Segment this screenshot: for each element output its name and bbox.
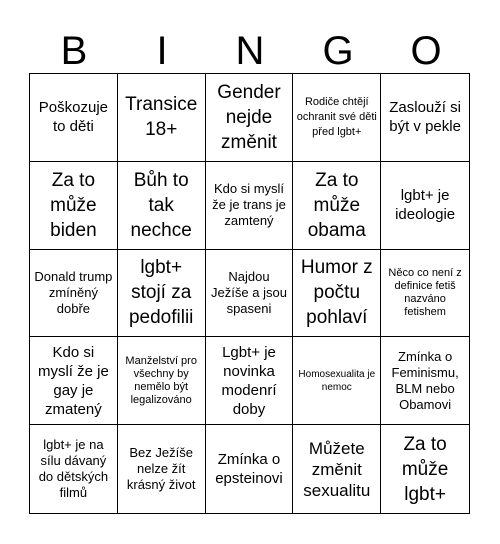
- cell-text: Poškozuje to děti: [38, 99, 108, 136]
- cell-text: Můžete změnit sexualitu: [303, 438, 371, 500]
- bingo-cell[interactable]: [30, 74, 118, 162]
- cell-text: Bez Ježíše nelze žít krásný život: [126, 445, 196, 493]
- header-letter-g: G: [322, 29, 354, 73]
- bingo-cell[interactable]: [30, 162, 118, 250]
- cell-text: Něco co není z definice fetiš nazváno fetishem: [388, 266, 462, 318]
- bingo-cell[interactable]: [381, 162, 469, 250]
- cell-text: Kdo si myslí že je trans je zamtený: [212, 181, 286, 229]
- cell-text: Za to může lgbt+: [401, 433, 449, 505]
- header-letter-o: O: [410, 29, 442, 73]
- bingo-cell[interactable]: [118, 162, 206, 250]
- cell-text: Donald trump zmíněný dobře: [34, 268, 113, 316]
- bingo-cell[interactable]: [293, 425, 381, 513]
- bingo-cell[interactable]: [206, 250, 294, 338]
- cell-text: lgbt+ je na sílu dávaný do dětských filmů: [38, 437, 109, 501]
- cell-text: Za to může obama: [307, 169, 366, 241]
- cell-text: Homosexualita je nemoc: [298, 368, 376, 393]
- bingo-cell[interactable]: [206, 162, 294, 250]
- bingo-cell[interactable]: [381, 250, 469, 338]
- cell-text: Humor z počtu pohlaví: [300, 257, 373, 329]
- bingo-cell[interactable]: [118, 425, 206, 513]
- cell-text: Najdou Ježíše a jsou spaseni: [211, 268, 287, 316]
- bingo-cell[interactable]: [118, 250, 206, 338]
- cell-text: lgbt+ stojí za pedofilii: [128, 257, 194, 329]
- cell-text: Za to může biden: [50, 169, 97, 241]
- bingo-cell[interactable]: [118, 74, 206, 162]
- cell-text: Lgbt+ je novinka modenrí doby: [221, 343, 277, 418]
- bingo-cell[interactable]: [206, 74, 294, 162]
- cell-text: Bůh to tak nechce: [130, 169, 192, 241]
- bingo-cell[interactable]: [30, 425, 118, 513]
- bingo-cell[interactable]: [206, 425, 294, 513]
- cell-text: lgbt+ je ideologie: [395, 187, 456, 224]
- cell-text: Rodiče chtějí ochranit své děti před lgbt+: [296, 95, 377, 138]
- bingo-cell[interactable]: [206, 337, 294, 425]
- cell-text: Manželství pro všechny by nemělo být legalizováno: [125, 354, 197, 406]
- cell-text: Zmínka o epsteinovi: [215, 451, 283, 488]
- bingo-cell[interactable]: [30, 250, 118, 338]
- bingo-cell[interactable]: [381, 425, 469, 513]
- bingo-cell[interactable]: [293, 74, 381, 162]
- cell-text: Gender nejde změnit: [217, 81, 281, 153]
- cell-text: Transice 18+: [125, 94, 198, 141]
- cell-text: Kdo si myslí že je gay je zmatený: [37, 343, 109, 418]
- bingo-cell[interactable]: [293, 337, 381, 425]
- header-letter-n: N: [235, 29, 265, 73]
- header-letter-i: I: [156, 29, 168, 73]
- header-letter-b: B: [60, 29, 88, 73]
- bingo-cell[interactable]: [293, 162, 381, 250]
- cell-text: Zaslouží si být v pekle: [389, 99, 461, 136]
- bingo-card-grid: [29, 73, 470, 514]
- bingo-cell[interactable]: [381, 74, 469, 162]
- bingo-cell[interactable]: [30, 337, 118, 425]
- bingo-header: [30, 28, 470, 74]
- bingo-cell[interactable]: [381, 337, 469, 425]
- cell-text: Zmínka o Feminismu, BLM nebo Obamovi: [391, 348, 459, 412]
- bingo-cell[interactable]: [293, 250, 381, 338]
- bingo-cell[interactable]: [118, 337, 206, 425]
